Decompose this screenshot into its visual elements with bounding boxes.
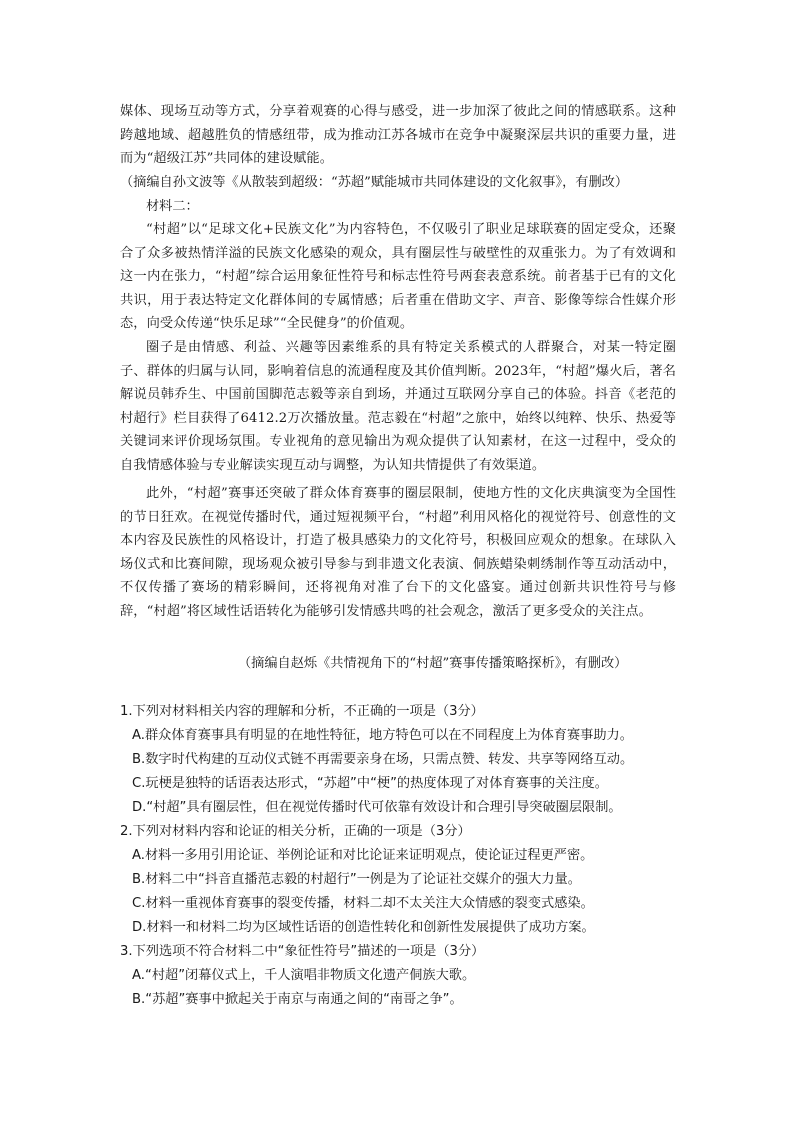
question-1-stem: 1.下列对材料相关内容的理解和分析，不正确的一项是（3分） [120, 704, 484, 719]
question-3-stem: 3.下列选项不符合材料二中“象征性符号”描述的一项是（3分） [120, 944, 485, 959]
question-2-option-b: B.材料二中“抖音直播范志毅的村超行”一例是为了论证社交媒介的强大力量。 [132, 872, 581, 887]
material2-paragraph-1: “村超”以“足球文化+民族文化”为内容特色，不仅吸引了职业足球联赛的固定受众，还聚合了众多被热情洋溢的民族文化感染的观众，具有圈层性与破壁性的双重张力。为了有效调和这一内在张力，“村超”综合运用象征性符号和标志性符号两套表意系统。前者基于已有的文化共识，用于表达特定文化群体间的专属情感；后者重在借助文字、声音、影像等综合性媒介形态，向受众传递“快乐足球”“全民健身”的价值观。 [120, 222, 676, 332]
question-2-stem: 2.下列对材料内容和论证的相关分析，正确的一项是（3分） [120, 824, 471, 839]
question-1-option-c: C.玩梗是独特的话语表达形式，“苏超”中“梗”的热度体现了对体育赛事的关注度。 [132, 776, 608, 791]
citation-material2: （摘编自赵烁《共情视角下的“村超”赛事传播策略探析》，有删改） [238, 656, 628, 671]
material2-heading: 材料二： [146, 199, 199, 214]
material1-tail-paragraph: 媒体、现场互动等方式，分享着观赛的心得与感受，进一步加深了彼此之间的情感联系。这种跨越地域、超越胜负的情感纽带，成为推动江苏各城市在竞争中凝聚深层共识的重要力量，进而为“超级江苏”共同体的建设赋能。 [120, 104, 676, 167]
question-2-option-a: A.材料一多用引用论证、举例论证和对比论证来证明观点，使论证过程更严密。 [132, 848, 594, 863]
question-1-option-b: B.数字时代构建的互动仪式链不再需要亲身在场，只需点赞、转发、共享等网络互动。 [132, 752, 634, 767]
question-3-option-a: A.“村超”闭幕仪式上，千人演唱非物质文化遗产侗族大歌。 [132, 968, 476, 983]
material2-paragraph-2: 圈子是由情感、利益、兴趣等因素维系的具有特定关系模式的人群聚合，对某一特定圈子、群体的归属与认同，影响着信息的流通程度及其价值判断。2023年，“村超”爆火后，著名解说员韩乔生、中国前国脚范志毅等亲自到场，并通过互联网分享自己的体验。抖音《老范的村超行》栏目获得了6412.2万次播放量。范志毅在“村超”之旅中，始终以纯粹、快乐、热爱等关键词来评价现场氛围。专业视角的意见输出为观众提供了认知素材，在这一过程中，受众的自我情感体验与专业解读实现互动与调整，为认知共情提供了有效渠道。 [120, 340, 676, 473]
material2-paragraph-3: 此外，“村超”赛事还突破了群众体育赛事的圈层限制，使地方性的文化庆典演变为全国性的节日狂欢。在视觉传播时代，通过短视频平台，“村超”利用风格化的视觉符号、创意性的文本内容及民族性的风格设计，打造了极具感染力的文化符号，积极回应观众的想象。在球队入场仪式和比赛间隙，现场观众被引导参与到非遗文化表演、侗族蜡染刺绣制作等互动活动中，不仅传播了赛场的精彩瞬间，还将视角对准了台下的文化盛宴。通过创新共识性符号与修辞，“村超”将区域性话语转化为能够引发情感共鸣的社会观念，激活了更多受众的关注点。 [120, 486, 676, 619]
question-1-option-a: A.群众体育赛事具有明显的在地性特征，地方特色可以在不同程度上为体育赛事助力。 [132, 728, 633, 743]
question-2-option-d: D.材料一和材料二均为区域性话语的创造性转化和创新性发展提供了成功方案。 [132, 920, 595, 935]
question-3-option-b: B.“苏超”赛事中掀起关于南京与南通之间的“南哥之争”。 [132, 992, 463, 1007]
question-2-option-c: C.材料一重视体育赛事的裂变传播，材料二却不太关注大众情感的裂变式感染。 [132, 896, 594, 911]
question-1-option-d: D.“村超”具有圈层性，但在视觉传播时代可依靠有效设计和合理引导突破圈层限制。 [132, 800, 622, 815]
citation-material1: （摘编自孙文波等《从散装到超级：“苏超”赋能城市共同体建设的文化叙事》，有删改） [120, 175, 629, 190]
